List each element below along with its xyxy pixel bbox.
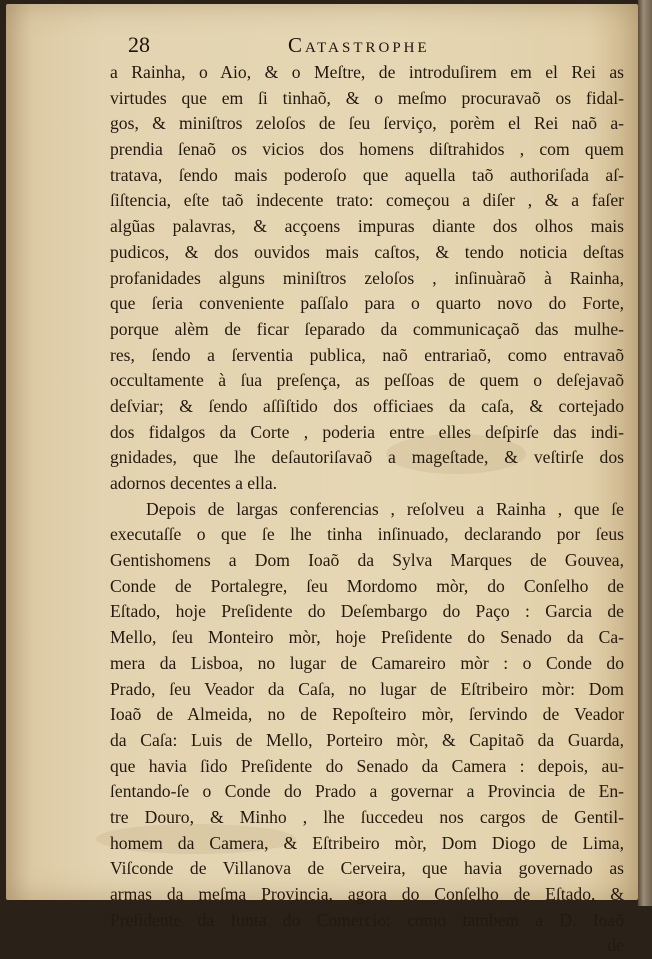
- text-line: prendia ſenaõ os vicios dos homens diſtrahidos , com quem: [110, 139, 624, 160]
- body-text: [110, 60, 624, 959]
- text-line: Prado, ſeu Veador da Caſa, no lugar de Eſtribeiro mòr: Dom: [110, 678, 624, 699]
- text-line: tre Douro, & Minho , lhe ſuccedeu nos cargos de Gentil-: [110, 806, 624, 827]
- text-line: gos, & miniſtros zeloſos de ſeu ſerviço, porèm el Rei naõ a-: [110, 113, 624, 134]
- text-line: adornos decentes a ella.: [110, 473, 278, 493]
- page-header: [128, 31, 628, 59]
- text-line: a Rainha, o Aio, & o Meſtre, de introduſirem em el Rei as: [110, 62, 624, 82]
- catchword: de: [607, 935, 624, 956]
- running-head: Catastrophe: [288, 33, 430, 57]
- text-line: executaſſe o que ſe lhe tinha inſinuado, declarando por ſeus: [110, 524, 624, 545]
- text-line: ſiſtencia, eſte taõ indecente trato: começou a diſer , & a faſer: [110, 190, 624, 211]
- text-line: Ioaõ de Almeida, no de Repoſteiro mòr, ſervindo de Veador: [110, 704, 624, 725]
- text-line: da Caſa: Luis de Mello, Porteiro mòr, & Capitaõ da Guarda,: [110, 729, 624, 750]
- text-line: Preſidente da Iunta do Comercio: como tambem a D. Ioaõ: [110, 909, 624, 930]
- text-line: dos fidalgos da Corte , poderia entre elles deſpirſe das indi-: [110, 421, 624, 442]
- text-line: Gentishomens a Dom Ioaõ da Sylva Marques de Gouvea,: [110, 550, 624, 571]
- text-line: gnidades, que lhe deſautoriſavaõ a mageſtade, & veſtirſe dos: [110, 447, 624, 468]
- text-line: tratava, ſendo mais poderoſo que aquella taõ authoriſada aſ-: [110, 164, 624, 185]
- text-line: Depois de largas conferencias , reſolveu a Rainha , que ſe: [146, 498, 624, 519]
- text-line: pudicos, & dos ouvidos mais caſtos, & tendo noticia deſtas: [110, 241, 624, 262]
- text-line: Mello, ſeu Monteiro mòr, hoje Preſidente do Senado da Ca-: [110, 627, 624, 648]
- text-line: mera da Lisboa, no lugar de Camareiro mòr : o Conde do: [110, 652, 624, 673]
- text-line: que havia ſido Preſidente do Senado da Camera : depois, au-: [110, 755, 624, 776]
- page-edge: [638, 0, 652, 906]
- text-line: profanidades alguns miniſtros zeloſos , inſinuàraõ à Rainha,: [110, 267, 624, 288]
- text-line: Eſtado, hoje Preſidente do Deſembargo do Paço : Garcia de: [110, 601, 624, 622]
- text-line: deſviar; & ſendo aſſiſtido dos officiaes da caſa, & cortejado: [110, 395, 624, 416]
- text-line: porque alèm de ficar ſeparado da communicaçaõ das mulhe-: [110, 318, 624, 339]
- text-line: Conde de Portalegre, ſeu Mordomo mòr, do Conſelho de: [110, 575, 624, 596]
- text-line: algũas palavras, & acçoens impuras diante dos olhos mais: [110, 216, 624, 237]
- text-line: Viſconde de Villanova de Cerveira, que havia governado as: [110, 858, 624, 879]
- text-line: armas da meſma Provincia, agora do Conſelho de Eſtado, &: [110, 884, 624, 904]
- text-line: que ſeria conveniente paſſalo para o quarto novo do Forte,: [110, 293, 624, 314]
- page-number: 28: [128, 32, 150, 57]
- text-line: homem da Camera, & Eſtribeiro mòr, Dom Diogo de Lima,: [110, 832, 624, 853]
- text-line: ſentando-ſe o Conde do Prado a governar a Provincia de En-: [110, 781, 624, 802]
- text-line: occultamente à ſua preſença, as peſſoas de quem o deſejavaõ: [110, 370, 624, 391]
- text-line: virtudes que em ſi tinhaõ, & o meſmo procuravaõ os fidal-: [110, 87, 624, 108]
- text-line: res, ſendo a ſerventia publica, naõ entrariaõ, como entravaõ: [110, 344, 624, 365]
